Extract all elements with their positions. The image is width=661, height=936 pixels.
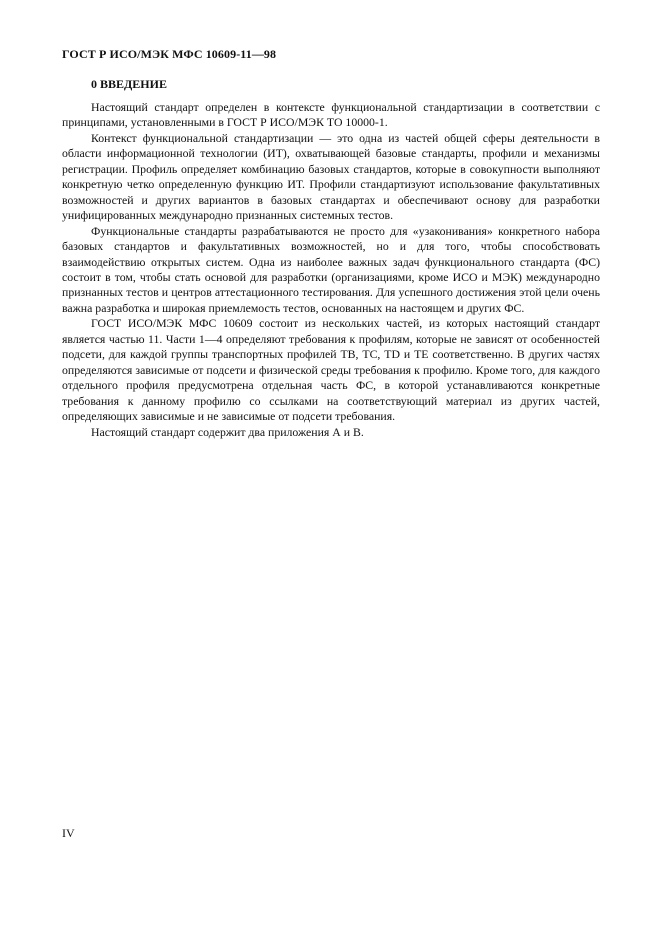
paragraph: Контекст функциональной стандартизации — это одна из частей общей сферы деятельности в области информационной технологии (ИТ), охватывающей базовые стандарты, профили и механизмы регистрации. Профиль определяет комбинацию базовых стандартов, которые в совокупности выполняют конкретную четко определенную функцию ИТ. Профили стандартизуют использование факультативных возможностей и других вариантов в базовых стандартах и обеспечивают основу для разработки унифицированных международно признанных системных тестов. [62,130,600,223]
document-header: ГОСТ Р ИСО/МЭК МФС 10609-11—98 [62,47,277,61]
paragraph: Функциональные стандарты разрабатываются не просто для «узаконивания» конкретного набора базовых стандартов и факультативных возможностей, но и для того, чтобы способствовать взаимодействию открытых систем. Одна из наиболее важных задач функционального стандарта (ФС) состоит в том, чтобы стать основой для разработки (организациями, кроме ИСО и МЭК) международно признанных тестов и центров аттестационного тестирования. Для успешного достижения этой цели очень важна разработка и широкая приемлемость тестов, основанных на настоящем и других ФС. [62,223,600,315]
body-text [62,100,600,440]
paragraph: Настоящий стандарт содержит два приложения А и В. [91,424,364,439]
page-number: IV [62,826,75,840]
section-title: 0 ВВЕДЕНИЕ [91,77,167,91]
paragraph: ГОСТ ИСО/МЭК МФС 10609 состоит из нескольких частей, из которых настоящий стандарт является частью 11. Части 1—4 определяют требования к профилям, которые не зависят от особенностей подсети, для каждой группы транспортных профилей ТВ, ТС, TD и ТЕ соответственно. В других частях определяются зависимые от подсети и физической среды требования к профилю. Кроме того, для каждого отдельного профиля предусмотрена отдельная часть ФС, в которой устанавливаются конкретные требования к данному профилю со ссылками на соответствующий материал из других частей, определяющих зависимые и не зависимые от подсети требования. [62,316,600,424]
paragraph: Настоящий стандарт определен в контексте функциональной стандартизации в соответствии с принципами, установленными в ГОСТ Р ИСО/МЭК ТО 10000-1. [62,100,600,130]
